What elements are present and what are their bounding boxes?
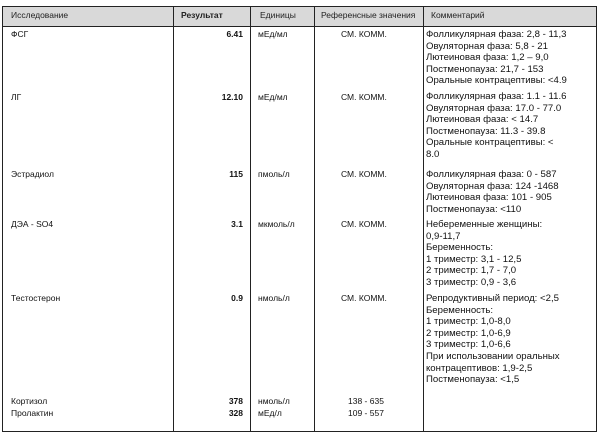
comment-line: 3 триместр: 1,0-6,6 — [426, 339, 511, 351]
units: нмоль/л — [258, 293, 290, 303]
comment-line: Постменопауза: 11.3 - 39.8 — [426, 125, 546, 137]
header-comment: Комментарий — [431, 10, 485, 20]
comment — [426, 293, 598, 386]
comment-line: Постменопауза: <110 — [426, 203, 522, 215]
units: нмоль/л — [258, 396, 290, 406]
comment-line: Оральные контрацептивы: <4.9 — [426, 75, 567, 87]
units: мкмоль/л — [258, 219, 295, 229]
test-name: ДЭА - SO4 — [11, 219, 54, 229]
units: мЕд/мл — [258, 29, 288, 39]
comment — [426, 169, 598, 215]
comment-line: 3 триместр: 0,9 - 3,6 — [426, 276, 517, 288]
test-name: ЛГ — [11, 92, 22, 102]
units: мЕд/мл — [258, 92, 288, 102]
result-value: 328 — [228, 408, 243, 418]
result-value: 115 — [229, 169, 243, 179]
column-divider — [314, 7, 315, 431]
result-value: 378 — [228, 396, 243, 406]
comment-line: Фолликулярная фаза: 0 - 587 — [426, 169, 557, 180]
reference-range: СМ. КОММ. — [341, 29, 387, 39]
comment-line: Оральные контрацептивы: < — [426, 137, 554, 149]
result-value: 0.9 — [231, 293, 243, 303]
results-table — [2, 6, 597, 432]
reference-range: СМ. КОММ. — [341, 92, 387, 102]
comment-line: Лютеиновая фаза: < 14.7 — [426, 114, 539, 126]
header-result: Результат — [181, 10, 223, 20]
comment-line: При использовании оральных — [426, 350, 560, 362]
test-name: Кортизол — [11, 396, 48, 406]
comment-line: Небеременные женщины: — [426, 219, 543, 230]
column-divider — [250, 7, 251, 431]
test-name: Эстрадиол — [11, 169, 54, 179]
column-divider — [173, 7, 174, 431]
reference-range: СМ. КОММ. — [341, 169, 387, 179]
comment-line: Репродуктивный период: <2,5 — [426, 293, 559, 304]
comment — [426, 219, 598, 289]
result-value: 3.1 — [231, 219, 243, 229]
comment — [426, 29, 598, 87]
units: пмоль/л — [258, 169, 290, 179]
test-name: Пролактин — [11, 408, 54, 418]
units: мЕд/л — [258, 408, 282, 418]
comment-line: Лютеиновая фаза: 1,2 – 9,0 — [426, 52, 549, 64]
result-value: 6.41 — [226, 29, 243, 39]
column-divider — [423, 7, 424, 431]
comment-line: Фолликулярная фаза: 2,8 - 11,3 — [426, 29, 567, 40]
comment-line: 2 триместр: 1,7 - 7,0 — [426, 265, 517, 277]
reference-range: 109 - 557 — [348, 408, 384, 418]
comment-line: Постменопауза: <1,5 — [426, 374, 520, 386]
reference-range: 138 - 635 — [348, 396, 384, 406]
reference-range: СМ. КОММ. — [341, 219, 387, 229]
comment — [426, 91, 598, 161]
comment-line: Овуляторная фаза: 124 -1468 — [426, 180, 559, 192]
test-name: ФСГ — [11, 29, 29, 39]
comment-line: 1 триместр: 1,0-8,0 — [426, 316, 511, 328]
comment-line: 1 триместр: 3,1 - 12,5 — [426, 253, 522, 265]
comment-line: 2 триместр: 1,0-6,9 — [426, 327, 511, 339]
comment-line: 8.0 — [426, 148, 440, 160]
comment-line: Фолликулярная фаза: 1.1 - 11.6 — [426, 91, 567, 102]
reference-range: СМ. КОММ. — [341, 293, 387, 303]
comment-line: Овуляторная фаза: 17.0 - 77.0 — [426, 102, 562, 114]
test-name: Тестостерон — [11, 293, 61, 303]
table-header — [3, 7, 596, 27]
comment-line: Беременность: — [426, 242, 494, 254]
header-reference: Референсные значения — [321, 10, 416, 20]
comment-line: Лютеиновая фаза: 101 - 905 — [426, 192, 552, 204]
comment-line: Постменопауза: 21,7 - 153 — [426, 63, 544, 75]
comment-line: контрацептивов: 1,9-2,5 — [426, 362, 533, 374]
comment-line: Овуляторная фаза: 5,8 - 21 — [426, 40, 548, 52]
header-test: Исследование — [11, 10, 69, 20]
comment-line: 0,9-11,7 — [426, 230, 461, 242]
result-value: 12.10 — [221, 92, 243, 102]
header-units: Единицы — [260, 10, 296, 20]
comment-line: Беременность: — [426, 304, 494, 316]
